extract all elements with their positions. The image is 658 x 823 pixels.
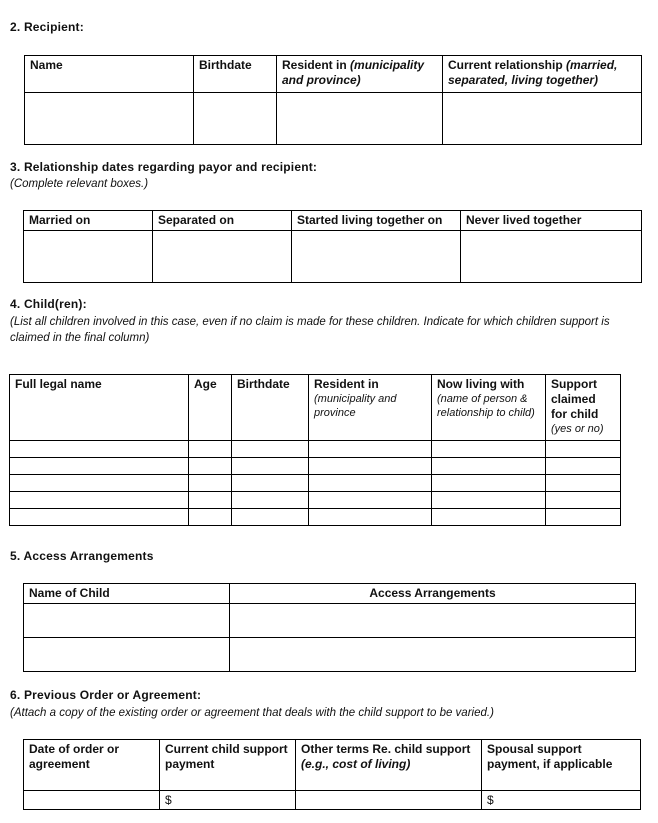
child-row-cell[interactable] bbox=[189, 509, 232, 526]
access-arrangements-table bbox=[23, 583, 636, 672]
child-row-cell[interactable] bbox=[232, 509, 309, 526]
child-row-cell[interactable] bbox=[232, 492, 309, 509]
child-row-cell[interactable] bbox=[546, 441, 621, 458]
other-terms-cell[interactable] bbox=[296, 791, 482, 810]
col-married-on: Married on bbox=[24, 211, 153, 231]
child-row-cell[interactable] bbox=[10, 509, 189, 526]
section-4-heading: 4. Child(ren): bbox=[10, 297, 87, 311]
child-row-cell[interactable] bbox=[189, 492, 232, 509]
child-row-cell[interactable] bbox=[432, 475, 546, 492]
col-now-living-with: Now living with (name of person & relationship to child) bbox=[432, 375, 546, 441]
access-arrangement-cell[interactable] bbox=[230, 638, 636, 672]
child-row-cell[interactable] bbox=[546, 458, 621, 475]
col-name-of-child: Name of Child bbox=[24, 584, 230, 604]
col-birthdate: Birthdate bbox=[194, 56, 277, 93]
recipient-name-cell[interactable] bbox=[25, 93, 194, 145]
child-row-cell[interactable] bbox=[546, 475, 621, 492]
child-row-cell[interactable] bbox=[309, 475, 432, 492]
col-name: Name bbox=[25, 56, 194, 93]
recipient-relationship-cell[interactable] bbox=[443, 93, 642, 145]
child-row-cell[interactable] bbox=[309, 492, 432, 509]
child-row-cell[interactable] bbox=[546, 509, 621, 526]
relationship-dates-table bbox=[23, 210, 642, 283]
section-6-note: (Attach a copy of the existing order or agreement that deals with the child support to be varied.) bbox=[10, 707, 494, 719]
child-row-cell[interactable] bbox=[432, 441, 546, 458]
married-on-cell[interactable] bbox=[24, 231, 153, 283]
child-row-cell[interactable] bbox=[189, 458, 232, 475]
child-row-cell[interactable] bbox=[10, 458, 189, 475]
section-6-heading: 6. Previous Order or Agreement: bbox=[10, 688, 202, 702]
child-row-cell[interactable] bbox=[432, 509, 546, 526]
child-row-cell[interactable] bbox=[309, 458, 432, 475]
section-3-note: (Complete relevant boxes.) bbox=[10, 178, 149, 190]
order-date-cell[interactable] bbox=[24, 791, 160, 810]
children-table bbox=[9, 374, 621, 526]
child-row-cell[interactable] bbox=[546, 492, 621, 509]
section-2-heading: 2. Recipient: bbox=[10, 20, 84, 34]
col-current-child-support: Current child support payment bbox=[160, 740, 296, 791]
child-row-cell[interactable] bbox=[232, 458, 309, 475]
col-never-lived-together: Never lived together bbox=[461, 211, 642, 231]
current-support-cell[interactable] bbox=[160, 791, 296, 810]
col-access-arrangements: Access Arrangements bbox=[230, 584, 636, 604]
recipient-birthdate-cell[interactable] bbox=[194, 93, 277, 145]
child-row-cell[interactable] bbox=[432, 458, 546, 475]
child-row-cell[interactable] bbox=[232, 441, 309, 458]
recipient-table bbox=[24, 55, 642, 145]
child-row-cell[interactable] bbox=[309, 441, 432, 458]
access-child-name-cell[interactable] bbox=[24, 604, 230, 638]
started-living-cell[interactable] bbox=[292, 231, 461, 283]
child-row-cell[interactable] bbox=[232, 475, 309, 492]
col-other-terms: Other terms Re. child support (e.g., cost of living) bbox=[296, 740, 482, 791]
access-arrangement-cell[interactable] bbox=[230, 604, 636, 638]
dollar-sign: $ bbox=[487, 793, 494, 807]
col-age: Age bbox=[189, 375, 232, 441]
recipient-resident-cell[interactable] bbox=[277, 93, 443, 145]
col-spousal-support: Spousal support payment, if applicable bbox=[482, 740, 641, 791]
section-4-note: (List all children involved in this case, even if no claim is made for these children. Indicate for which children support is claimed in the final column) bbox=[10, 316, 610, 344]
child-row-cell[interactable] bbox=[10, 475, 189, 492]
col-current-relationship: Current relationship (married, separated, living together) bbox=[443, 56, 642, 93]
child-row-cell[interactable] bbox=[189, 475, 232, 492]
col-support-claimed: Support claimed for child (yes or no) bbox=[546, 375, 621, 441]
child-row-cell[interactable] bbox=[309, 509, 432, 526]
section-3-heading: 3. Relationship dates regarding payor and recipient: bbox=[10, 160, 318, 174]
never-lived-cell[interactable] bbox=[461, 231, 642, 283]
col-started-living-together: Started living together on bbox=[292, 211, 461, 231]
col-full-legal-name: Full legal name bbox=[10, 375, 189, 441]
col-date-of-order: Date of order or agreement bbox=[24, 740, 160, 791]
child-row-cell[interactable] bbox=[10, 492, 189, 509]
access-child-name-cell[interactable] bbox=[24, 638, 230, 672]
col-resident-in: Resident in (municipality and province) bbox=[277, 56, 443, 93]
spousal-support-cell[interactable] bbox=[482, 791, 641, 810]
col-separated-on: Separated on bbox=[153, 211, 292, 231]
child-row-cell[interactable] bbox=[10, 441, 189, 458]
col-child-resident-in: Resident in (municipality and province bbox=[309, 375, 432, 441]
section-5-heading: 5. Access Arrangements bbox=[10, 549, 154, 563]
col-child-birthdate: Birthdate bbox=[232, 375, 309, 441]
separated-on-cell[interactable] bbox=[153, 231, 292, 283]
child-row-cell[interactable] bbox=[189, 441, 232, 458]
child-row-cell[interactable] bbox=[432, 492, 546, 509]
previous-order-table bbox=[23, 739, 641, 810]
dollar-sign: $ bbox=[165, 793, 172, 807]
